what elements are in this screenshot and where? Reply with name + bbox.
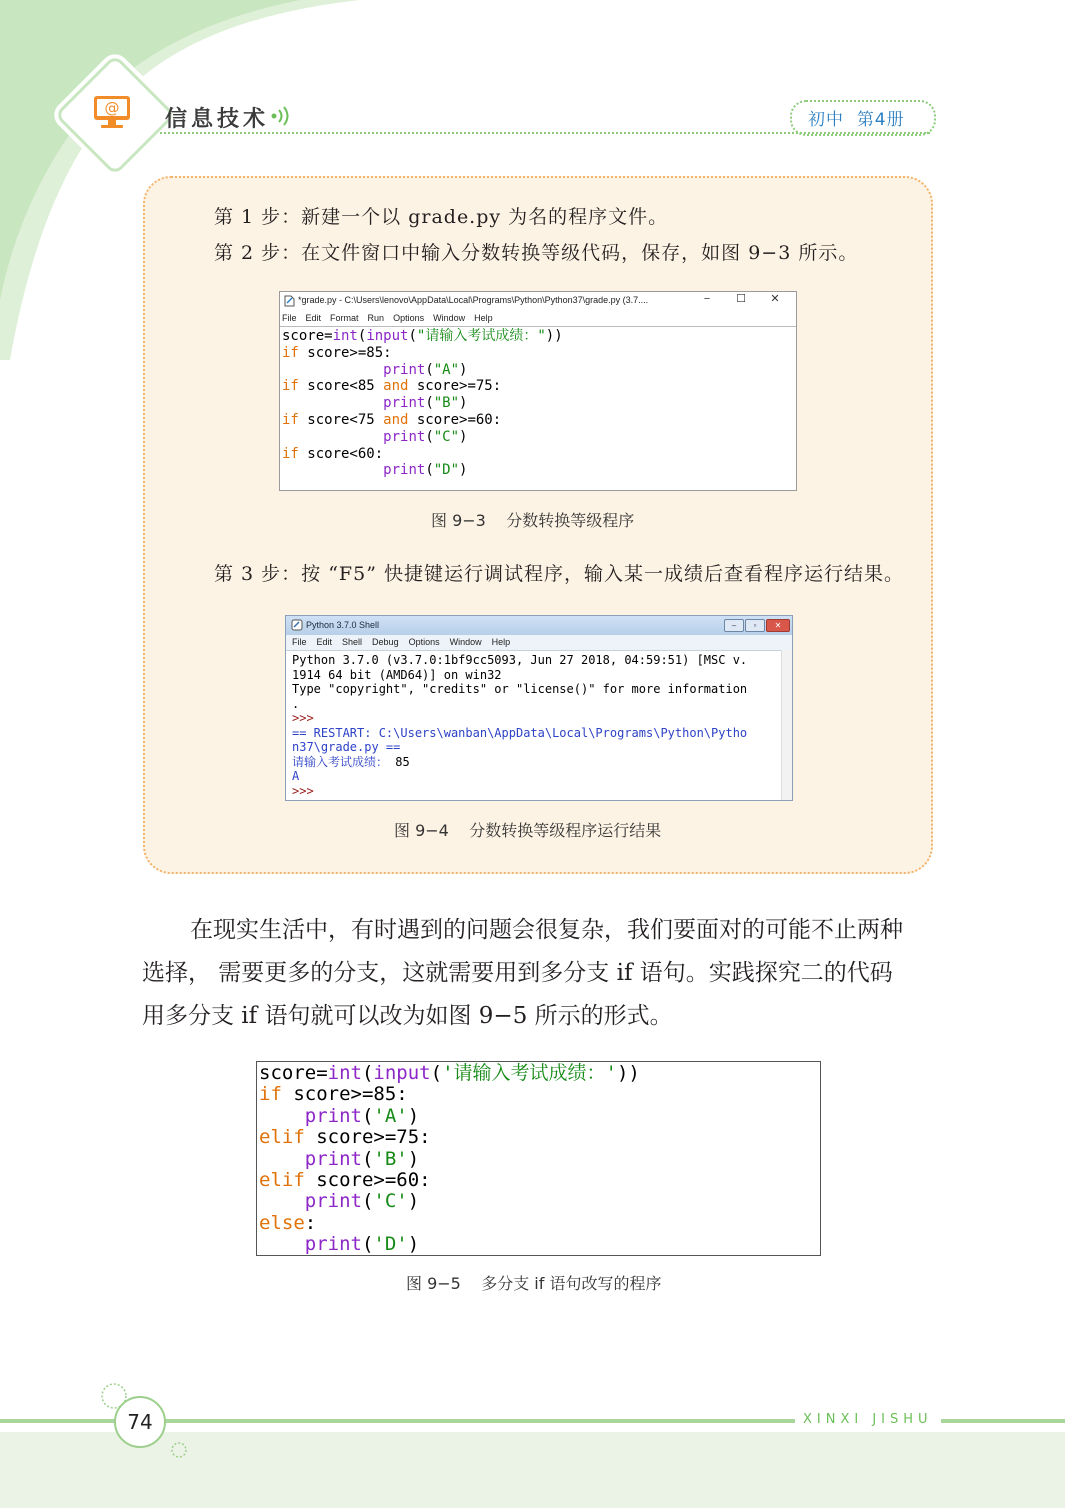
shell-line: .: [292, 696, 300, 711]
shell-line: == RESTART: C:\Users\wanban\AppData\Local\Programs\Python\Pytho: [292, 725, 748, 740]
shell-menu-file[interactable]: File: [292, 637, 307, 647]
shell-menu-window[interactable]: Window: [449, 637, 482, 647]
shell-result: A: [292, 769, 300, 783]
step-1: 第 1 步：新建一个以 grade.py 为名的程序文件。: [214, 206, 669, 228]
series-wordmark: XINXI JISHU: [795, 1412, 941, 1427]
shell-menu-options[interactable]: Options: [408, 637, 440, 647]
shell-title: Python 3.7.0 Shell: [306, 620, 380, 630]
shell-line: Type "copyright", "credits" or "license()" for more information: [292, 682, 748, 696]
paragraph-line-3: 用多分支 if 语句就可以改为如图 9−5 所示的形式。: [142, 1003, 673, 1029]
file-icon: [284, 295, 295, 307]
close-button[interactable]: ✕: [770, 293, 780, 305]
python-icon: [291, 619, 303, 631]
shell-titlebar: [286, 616, 792, 635]
shell-maximize-button[interactable]: ▫: [745, 619, 765, 632]
shell-menu-shell[interactable]: Shell: [342, 637, 363, 647]
shell-menu-debug[interactable]: Debug: [372, 637, 399, 647]
editor-window: [279, 291, 797, 491]
maximize-button[interactable]: ☐: [736, 293, 746, 305]
shell-prompt: >>>: [292, 711, 314, 725]
step-2: 第 2 步：在文件窗口中输入分数转换等级代码，保存，如图 9−3 所示。: [214, 242, 859, 264]
page-number: 74: [114, 1396, 166, 1448]
editor-titlebar: [280, 292, 796, 310]
volume-label: 第4册: [856, 110, 905, 130]
shell-input-value: 85: [388, 754, 410, 769]
grade-level: 初中: [808, 110, 844, 130]
menu-format[interactable]: Format: [330, 313, 359, 323]
menu-window[interactable]: Window: [433, 313, 466, 323]
shell-scrollbar[interactable]: [781, 650, 792, 800]
editor-code[interactable]: score=int(input("请输入考试成绩：")) if score>=85: print("A") if score<85 and score>=75: print("B") if score<75 and score>=60: print("C") if score<60: print("D"): [282, 328, 563, 479]
step-3: 第 3 步：按 “F5” 快捷键运行调试程序，输入某一成绩后查看程序运行结果。: [214, 563, 904, 585]
shell-line: 1914 64 bit (AMD64)] on win32: [292, 667, 502, 682]
grade-label: [808, 105, 905, 130]
menu-help[interactable]: Help: [474, 313, 493, 323]
svg-text:@: @: [104, 99, 120, 117]
shell-menu-edit[interactable]: Edit: [316, 637, 333, 647]
shell-output[interactable]: [286, 651, 792, 798]
menu-run[interactable]: Run: [367, 313, 385, 323]
shell-input-prompt: 请输入考试成绩：: [292, 754, 389, 769]
computer-at-icon: [92, 94, 132, 130]
menu-file[interactable]: File: [282, 313, 297, 323]
minimize-button[interactable]: −: [703, 293, 711, 305]
subject-title: 信息技术: [165, 107, 270, 132]
shell-window: [285, 615, 793, 801]
sound-waves-icon: [270, 104, 294, 128]
elif-code-box: [256, 1061, 821, 1256]
paragraph-line-2: 选择， 需要更多的分支，这就需要用到多分支 if 语句。实践探究二的代码: [142, 960, 893, 986]
shell-line: n37\grade.py ==: [292, 740, 401, 754]
shell-menubar: [286, 635, 792, 651]
menu-edit[interactable]: Edit: [305, 313, 322, 323]
editor-title: *grade.py - C:\Users\lenovo\AppData\Local\Programs\Python\Python37\grade.py (3.7....: [298, 295, 649, 305]
fig-9-4-caption: 图 9−4 分数转换等级程序运行结果: [394, 821, 662, 840]
fig-9-3-caption: 图 9−3 分数转换等级程序: [431, 511, 635, 530]
editor-menubar: [280, 310, 796, 327]
menu-options[interactable]: Options: [393, 313, 425, 323]
elif-code: score=int(input('请输入考试成绩：')) if score>=85: print('A') elif score>=75: print('B') elif score>=60: print('C') else: print('D'): [259, 1062, 640, 1256]
fig-9-5-caption: 图 9−5 多分支 if 语句改写的程序: [406, 1274, 662, 1293]
shell-line: Python 3.7.0 (v3.7.0:1bf9cc5093, Jun 27 2018, 04:59:51) [MSC v.: [292, 653, 748, 667]
shell-close-button[interactable]: ✕: [766, 619, 790, 632]
paragraph-line-1: 在现实生活中，有时遇到的问题会很复杂，我们要面对的可能不止两种: [190, 917, 903, 943]
shell-menu-help[interactable]: Help: [491, 637, 511, 647]
shell-prompt: >>>: [292, 783, 314, 798]
shell-minimize-button[interactable]: –: [724, 619, 744, 632]
